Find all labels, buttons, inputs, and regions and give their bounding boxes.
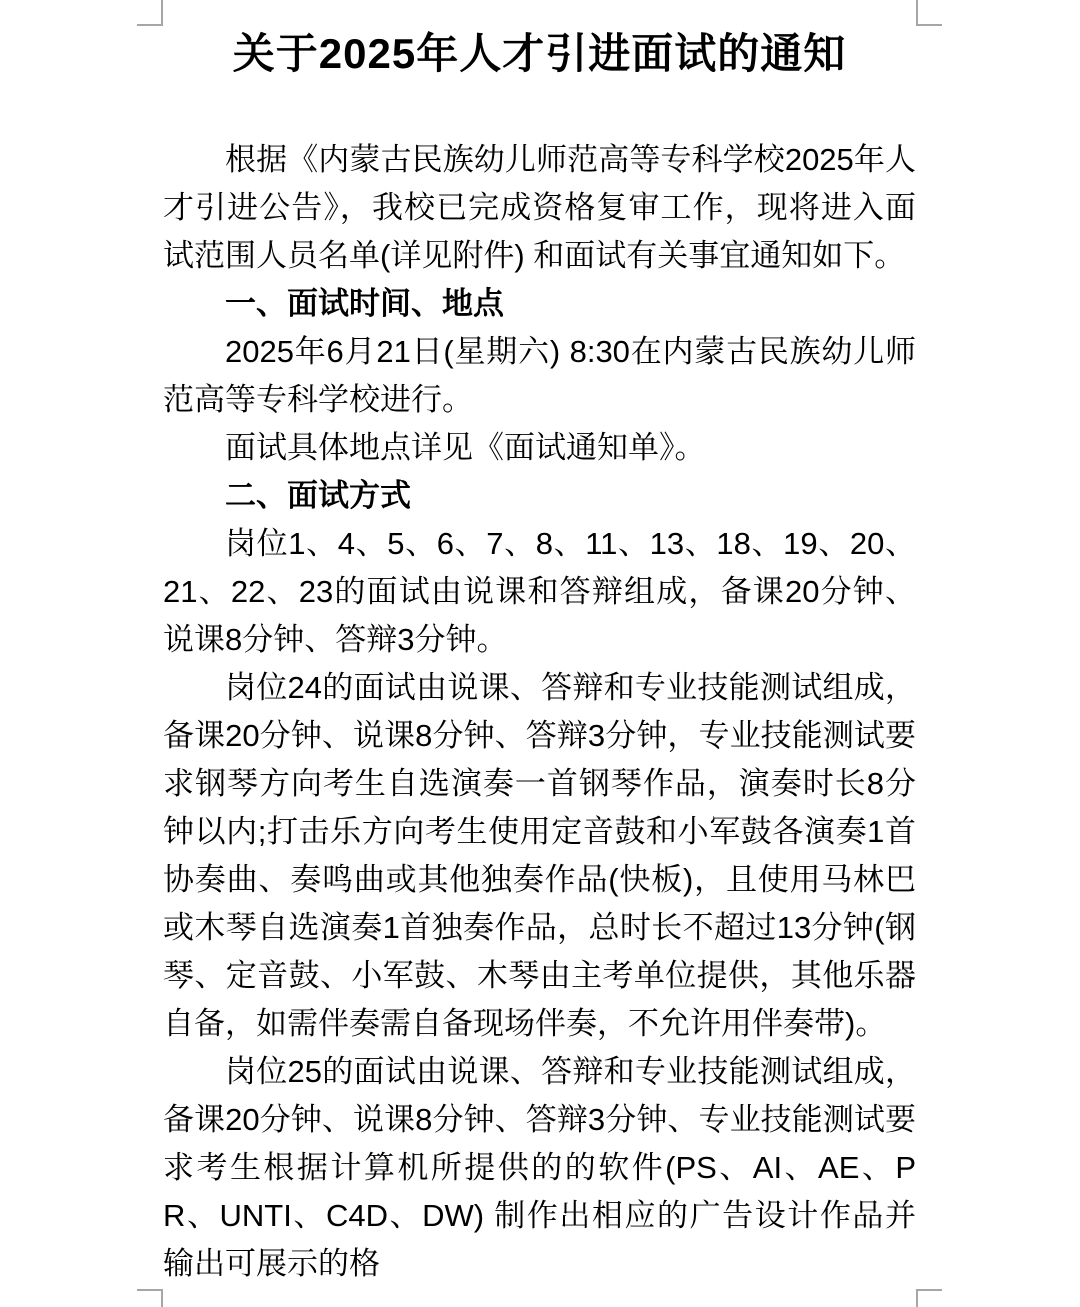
section-heading-2: 二、面试方式: [225, 478, 411, 513]
paragraph-posts-group: 岗位1、4、5、6、7、8、11、13、18、19、20、21、22、23的面试由说课和答辩组成，备课20分钟、说课8分钟、答辩3分钟。: [163, 526, 916, 657]
crop-mark-bottom-right-icon: [916, 1289, 942, 1307]
paragraph-post-25: 岗位25的面试由说课、答辩和专业技能测试组成，备课20分钟、说课8分钟、答辩3分钟、专业技能测试要求考生根据计算机所提供的的软件(PS、AI、AE、PR、UNTI、C4D、DW) 制作出相应的广告设计作品并输出可展示的格: [163, 1054, 916, 1281]
paragraph-intro: 根据《内蒙古民族幼儿师范高等专科学校2025年人才引进公告》，我校已完成资格复审工作，现将进入面试范围人员名单(详见附件) 和面试有关事宜通知如下。: [163, 142, 916, 273]
crop-mark-bottom-left-icon: [137, 1289, 163, 1307]
crop-mark-top-right-icon: [916, 0, 942, 26]
paragraph-post-24: 岗位24的面试由说课、答辩和专业技能测试组成，备课20分钟、说课8分钟、答辩3分钟，专业技能测试要求钢琴方向考生自选演奏一首钢琴作品，演奏时长8分钟以内;打击乐方向考生使用定音鼓和小军鼓各演奏1首协奏曲、奏鸣曲或其他独奏作品(快板)，且使用马林巴或木琴自选演奏1首独奏作品，总时长不超过13分钟(钢琴、定音鼓、小军鼓、木琴由主考单位提供，其他乐器自备，如需伴奏需自备现场伴奏，不允许用伴奏带)。: [163, 670, 916, 1041]
document-body: [163, 136, 916, 1288]
paragraph-interview-location: 面试具体地点详见《面试通知单》。: [225, 430, 706, 465]
section-heading-1: 一、面试时间、地点: [225, 286, 504, 321]
text-area: [163, 24, 916, 1290]
crop-mark-top-left-icon: [137, 0, 163, 26]
paragraph-interview-time: 2025年6月21日(星期六) 8:30在内蒙古民族幼儿师范高等专科学校进行。: [163, 334, 916, 417]
document-title: 关于2025年人才引进面试的通知: [232, 30, 847, 77]
